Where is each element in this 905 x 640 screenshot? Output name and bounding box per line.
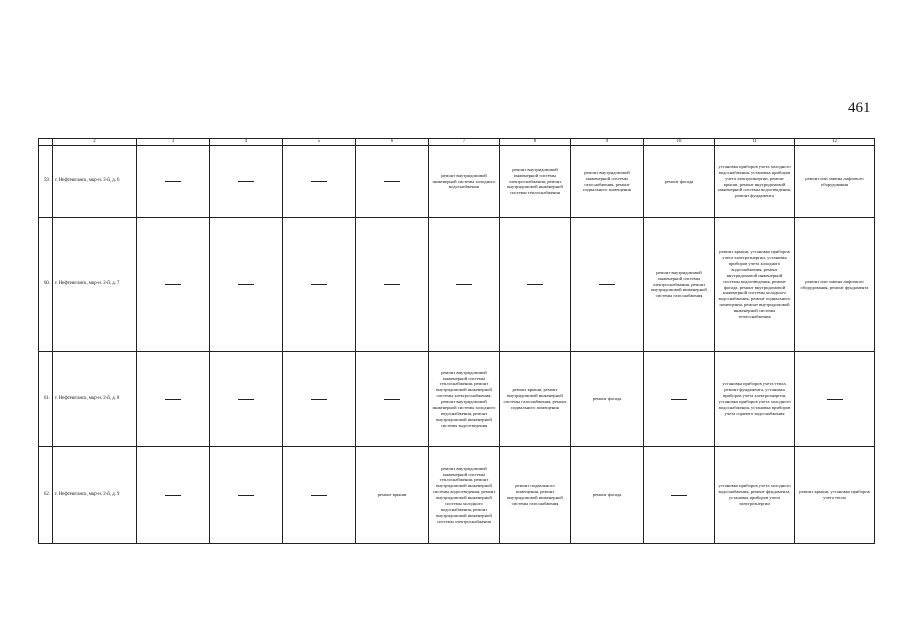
page-number: 461: [848, 100, 871, 116]
column-number: 12: [795, 139, 875, 146]
dash-mark: [311, 284, 327, 285]
column-number: 7: [429, 139, 500, 146]
dash-cell: [137, 352, 210, 447]
dash-cell: [210, 447, 283, 544]
dash-mark: [238, 495, 254, 496]
dash-mark: [238, 399, 254, 400]
dash-cell: [644, 447, 715, 544]
table-row: [39, 447, 875, 544]
dash-cell: [210, 146, 283, 218]
column-number: 4: [210, 139, 283, 146]
dash-mark: [456, 284, 472, 285]
dash-cell: [429, 218, 500, 352]
dash-cell: [356, 146, 429, 218]
dash-mark: [311, 495, 327, 496]
address-cell: г. Нефтеюганск, мкр-н. 2-й, д. 7: [53, 218, 137, 352]
address-cell: г. Нефтеюганск, мкр-н. 2-й, д. 9: [53, 447, 137, 544]
column-number: 3: [137, 139, 210, 146]
table-row: [39, 352, 875, 447]
dash-cell: [644, 352, 715, 447]
dash-mark: [238, 284, 254, 285]
works-cell: ремонт фасада: [571, 447, 644, 544]
dash-mark: [165, 495, 181, 496]
dash-mark: [384, 181, 400, 182]
works-cell: ремонт внутридомовой инженерной системы электроснабжения, ремонт внутридомовой инженерной системы теплоснабжения: [500, 146, 571, 218]
dash-cell: [571, 218, 644, 352]
works-cell: ремонт внутридомовой инженерной системы теплоснабжения, ремонт внутридомовой инженерной системы электроснабжения, ремонт внутридомовой инженерной системы холодного водоснабжения, ремонт внутридомовой инженерной системы водоотведения: [429, 352, 500, 447]
table-row: [39, 218, 875, 352]
dash-mark: [671, 399, 687, 400]
dash-mark: [599, 284, 615, 285]
dash-cell: [500, 218, 571, 352]
works-cell: ремонт крыши: [356, 447, 429, 544]
row-number: 61.: [39, 352, 53, 447]
column-number: 9: [571, 139, 644, 146]
works-cell: ремонт внутридомовой инженерной системы газоснабжения, ремонт подвального помещения: [571, 146, 644, 218]
works-cell: установка приборов учета тепла, ремонт фундамента, установка приборов учета электроэнергии, установка приборов учета холодного водоснабжения, установка приборов учета горячего водоснабжения: [715, 352, 795, 447]
works-cell: ремонт подвального помещения, ремонт внутридомовой инженерной системы газоснабжения: [500, 447, 571, 544]
column-number-row: [39, 139, 875, 146]
dash-mark: [165, 181, 181, 182]
dash-mark: [527, 284, 543, 285]
works-cell: ремонт крыши, ремонт внутридомовой инженерной системы газоснабжения, ремонт подвального помещения: [500, 352, 571, 447]
column-number: 6: [356, 139, 429, 146]
works-cell: ремонт внутридомовой инженерной системы теплоснабжения, ремонт внутридомовой инженерной системы водоотведения, ремонт внутридомовой инженерной системы холодного водоснабжения, ремонт внутридомовой инженерной системы электроснабжения: [429, 447, 500, 544]
works-cell: ремонт крыши, установка приборов учета тепла: [795, 447, 875, 544]
column-number: 2: [53, 139, 137, 146]
dash-cell: [356, 218, 429, 352]
column-number: 10: [644, 139, 715, 146]
table-row: [39, 146, 875, 218]
dash-mark: [827, 399, 843, 400]
dash-cell: [137, 218, 210, 352]
dash-mark: [671, 495, 687, 496]
works-cell: ремонт внутридомовой инженерной системы электроснабжения, ремонт внутридомовой инженерной системы газоснабжения: [644, 218, 715, 352]
works-cell: установка приборов учета холодного водоснабжения, ремонт фундамента, установка приборов учета электроэнергии: [715, 447, 795, 544]
dash-mark: [311, 399, 327, 400]
column-number: [39, 139, 53, 146]
address-cell: г. Нефтеюганск, мкр-н. 2-й, д. 6: [53, 146, 137, 218]
dash-mark: [165, 284, 181, 285]
works-cell: ремонт или замена лифтового оборудования, ремонт фундамента: [795, 218, 875, 352]
works-cell: установка приборов учета холодного водоснабжения, установка приборов учета электроэнергии, ремонт крыши, ремонт внутридомовой инженерной системы водоотведения, ремонт фундамента: [715, 146, 795, 218]
row-number: 60.: [39, 218, 53, 352]
dash-cell: [795, 352, 875, 447]
column-number: 8: [500, 139, 571, 146]
dash-cell: [283, 146, 356, 218]
dash-mark: [311, 181, 327, 182]
dash-cell: [210, 218, 283, 352]
works-cell: ремонт фасада: [644, 146, 715, 218]
dash-cell: [283, 218, 356, 352]
dash-cell: [137, 447, 210, 544]
works-cell: ремонт крыши, установка приборов учета электроэнергии, установка приборов учета холодного водоснабжения, ремонт внутридомовой инженерной системы водоотведения, ремонт фасада, ремонт внутридомовой инженерной системы холодного водоснабжения, ремонт подвального помещения, ремонт внутридомовой инженерной системы теплоснабжения: [715, 218, 795, 352]
dash-mark: [384, 284, 400, 285]
dash-mark: [238, 181, 254, 182]
works-cell: ремонт внутридомовой инженерной системы холодного водоснабжения: [429, 146, 500, 218]
dash-mark: [165, 399, 181, 400]
dash-cell: [356, 352, 429, 447]
address-cell: г. Нефтеюганск, мкр-н. 2-й, д. 8: [53, 352, 137, 447]
dash-cell: [283, 447, 356, 544]
repair-schedule-table: [38, 138, 875, 544]
row-number: 59.: [39, 146, 53, 218]
works-cell: ремонт или замена лифтового оборудования: [795, 146, 875, 218]
dash-cell: [283, 352, 356, 447]
row-number: 62.: [39, 447, 53, 544]
column-number: 11: [715, 139, 795, 146]
dash-mark: [384, 399, 400, 400]
dash-cell: [210, 352, 283, 447]
dash-cell: [137, 146, 210, 218]
column-number: 5: [283, 139, 356, 146]
works-cell: ремонт фасада: [571, 352, 644, 447]
